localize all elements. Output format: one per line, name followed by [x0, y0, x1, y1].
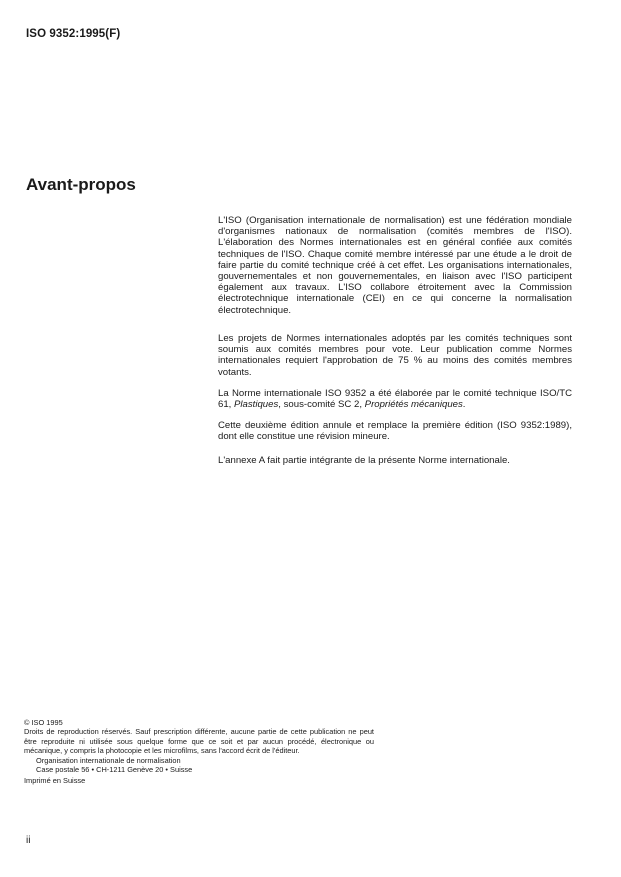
committee-sc-name: Propriétés mécaniques	[364, 399, 463, 411]
organization-address: Case postale 56 • CH-1211 Genève 20 • Suisse	[36, 765, 193, 775]
committee-tc-name: Plastiques	[234, 399, 279, 411]
committee-prefix: La Norme internationale ISO 9352 a été élaborée par le comité technique ISO/TC 61,	[218, 388, 572, 411]
organization-name: Organisation internationale de normalisation	[36, 755, 181, 765]
paragraph-iso-intro: L'ISO (Organisation internationale de normalisation) est une fédération mondiale d'organismes nationaux de normalisation (comités membres de l'ISO). L'élaboration des Normes internationales est en général confiée aux comités techniques de l'ISO. Chaque comité membre intéressé par une étude a le droit de faire partie du comité technique créé à cet effet. Les organisations internationales, gouvernementales et non gouvernementales, en liaison avec l'ISO participent également aux travaux. L'ISO collabore étroitement avec la Commission électrotechnique internationale (CEI) en ce qui concerne la normalisation électrotechnique.	[218, 215, 572, 316]
paragraph-edition: Cette deuxième édition annule et remplace la première édition (ISO 9352:1989), dont elle constitue une révision mineure.	[218, 420, 572, 443]
paragraph-annex: L'annexe A fait partie intégrante de la présente Norme internationale.	[218, 455, 510, 466]
page-number: ii	[26, 835, 31, 846]
document-id: ISO 9352:1995(F)	[26, 28, 121, 40]
copyright-footer	[24, 718, 374, 786]
paragraph-committee	[218, 388, 572, 410]
printed-in: Imprimé en Suisse	[24, 776, 86, 786]
committee-middle: , sous-comité SC 2,	[278, 399, 362, 411]
copyright-line: © ISO 1995	[24, 718, 63, 727]
section-title: Avant-propos	[26, 175, 136, 194]
rights-notice: Droits de reproduction réservés. Sauf prescription différente, aucune partie de cette publication ne peut être reproduite ni utilisée sous quelque forme que ce soit et par aucun procédé, électronique ou mécanique, y compris la photocopie et les microfilms, sans l'accord écrit de l'éditeur.	[24, 727, 374, 756]
committee-suffix: .	[462, 399, 466, 411]
paragraph-draft-approval: Les projets de Normes internationales adoptés par les comités techniques sont soumis aux comités membres pour vote. Leur publication comme Normes internationales requiert l'approbation de 75 % au moins des comités membres votants.	[218, 333, 572, 378]
